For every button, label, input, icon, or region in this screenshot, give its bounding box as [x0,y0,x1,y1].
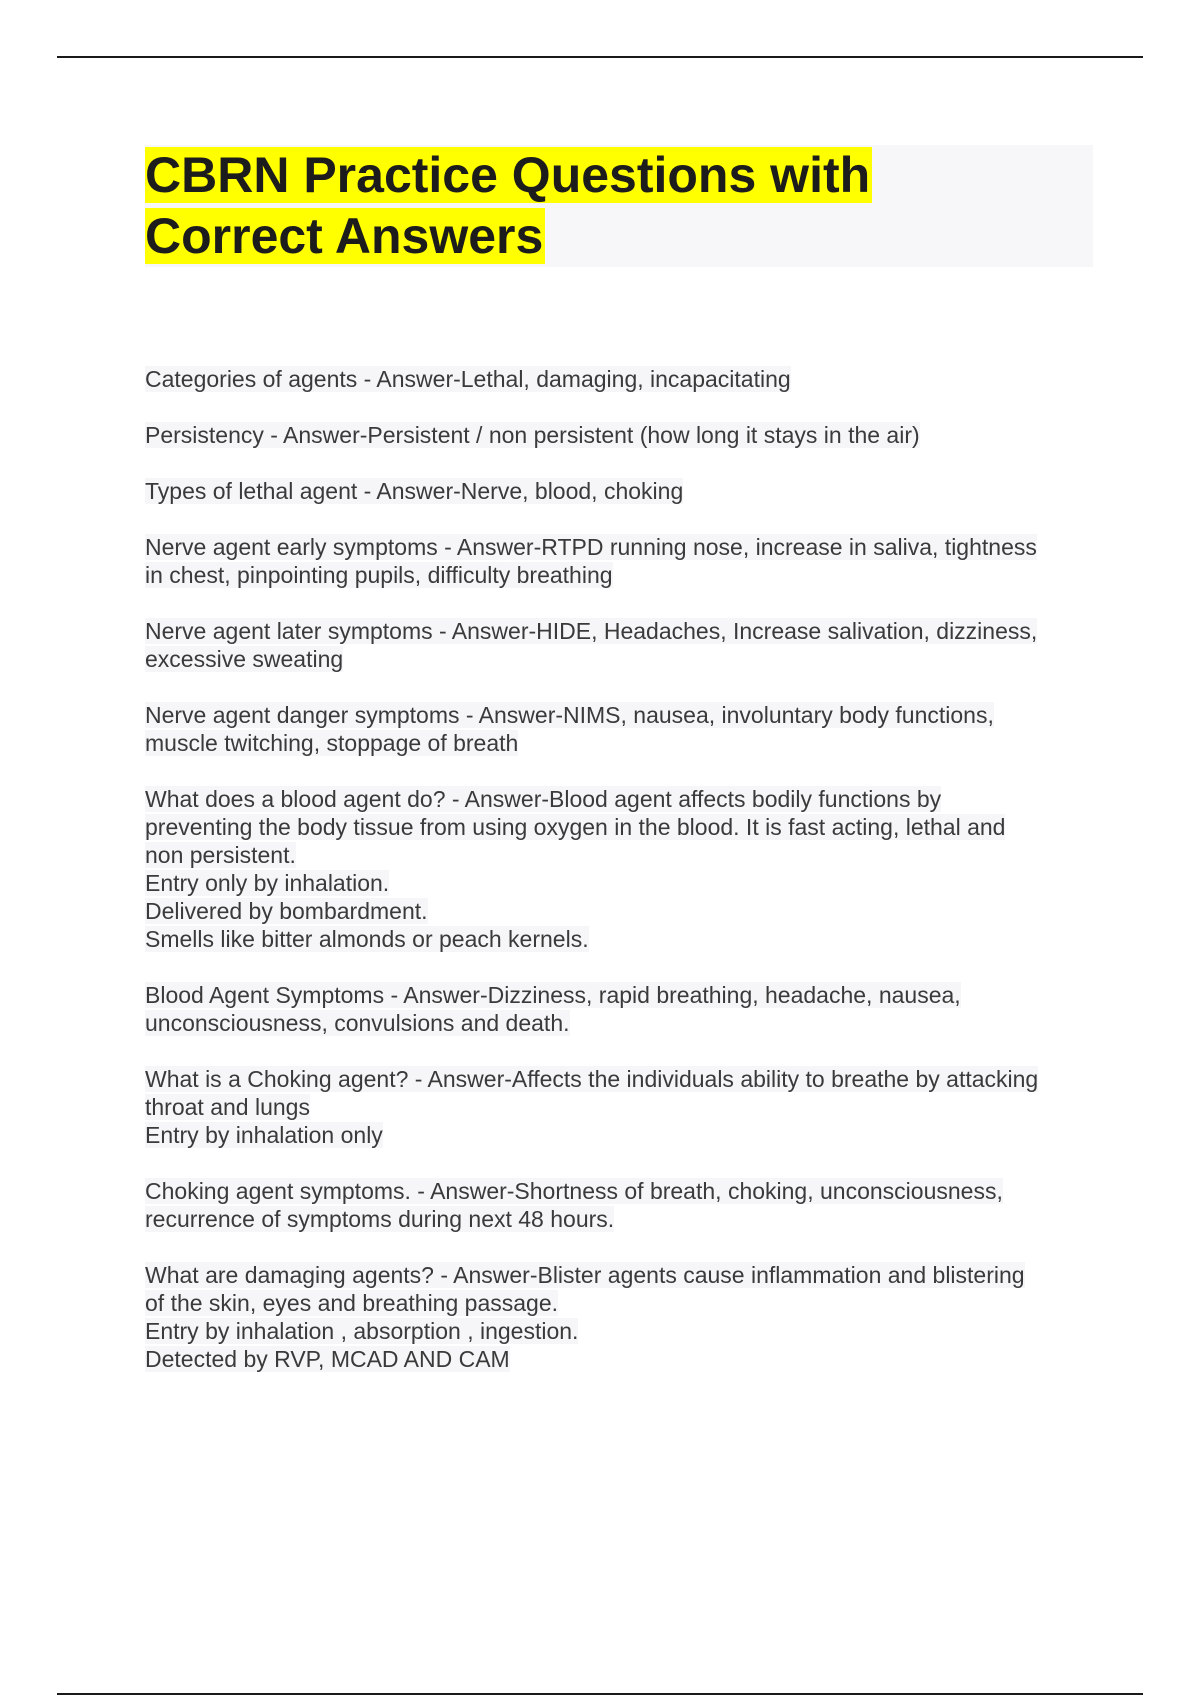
qa-line-text: unconsciousness, convulsions and death. [145,1010,570,1036]
qa-line [145,1009,1095,1037]
qa-line [145,1289,1095,1317]
qa-line [145,1261,1095,1289]
qa-item [145,701,1095,757]
qa-line-text: muscle twitching, stoppage of breath [145,730,519,756]
qa-line-text: of the skin, eyes and breathing passage. [145,1290,559,1316]
qa-line-text: Detected by RVP, MCAD AND CAM [145,1346,510,1372]
qa-line [145,1317,1095,1345]
qa-item [145,365,1095,393]
qa-item [145,421,1095,449]
qa-line-text: Delivered by bombardment. [145,898,428,924]
qa-item [145,477,1095,505]
title-highlight [145,147,872,264]
qa-line-text: Persistency - Answer-Persistent / non persistent (how long it stays in the air) [145,422,920,448]
qa-line [145,785,1095,813]
qa-line [145,645,1095,673]
qa-item [145,1065,1095,1149]
page-bottom-rule [57,1693,1143,1695]
qa-line-text: preventing the body tissue from using oxygen in the blood. It is fast acting, lethal and [145,814,1006,840]
qa-line [145,729,1095,757]
qa-line [145,869,1095,897]
qa-line [145,1345,1095,1373]
title-block [145,145,1093,267]
qa-line [145,421,1095,449]
page-top-rule [57,56,1143,58]
qa-line [145,1065,1095,1093]
qa-line-text: Blood Agent Symptoms - Answer-Dizziness, rapid breathing, headache, nausea, [145,982,961,1008]
question-answer-list [145,365,1095,1401]
qa-item [145,785,1095,953]
qa-line [145,981,1095,1009]
qa-line [145,561,1095,589]
qa-line-text: Nerve agent danger symptoms - Answer-NIMS, nausea, involuntary body functions, [145,702,994,728]
title-line-2: Correct Answers [145,208,544,264]
qa-line [145,617,1095,645]
qa-line-text: Categories of agents - Answer-Lethal, damaging, incapacitating [145,366,791,392]
qa-item [145,1177,1095,1233]
qa-line-text: Nerve agent early symptoms - Answer-RTPD running nose, increase in saliva, tightness [145,534,1037,560]
page-title [145,145,925,267]
qa-line-text: Choking agent symptoms. - Answer-Shortness of breath, choking, unconsciousness, [145,1178,1003,1204]
qa-line-text: in chest, pinpointing pupils, difficulty breathing [145,562,613,588]
qa-line-text: throat and lungs [145,1094,310,1120]
qa-line-text: excessive sweating [145,646,344,672]
qa-line-text: Types of lethal agent - Answer-Nerve, blood, choking [145,478,684,504]
qa-item [145,1261,1095,1373]
qa-item [145,617,1095,673]
qa-line [145,897,1095,925]
qa-line [145,365,1095,393]
qa-line-text: What is a Choking agent? - Answer-Affects the individuals ability to breathe by attacking [145,1066,1039,1092]
qa-line [145,533,1095,561]
qa-line-text: Smells like bitter almonds or peach kernels. [145,926,589,952]
qa-line [145,1093,1095,1121]
title-line-1: CBRN Practice Questions with [145,147,871,203]
qa-item [145,981,1095,1037]
qa-line [145,1205,1095,1233]
qa-line [145,1177,1095,1205]
qa-line [145,477,1095,505]
qa-line [145,925,1095,953]
qa-line-text: recurrence of symptoms during next 48 hours. [145,1206,615,1232]
qa-line [145,841,1095,869]
qa-line-text: Entry only by inhalation. [145,870,390,896]
qa-line-text: Entry by inhalation only [145,1122,383,1148]
qa-item [145,533,1095,589]
qa-line-text: Entry by inhalation , absorption , ingestion. [145,1318,579,1344]
qa-line-text: Nerve agent later symptoms - Answer-HIDE, Headaches, Increase salivation, dizziness, [145,618,1038,644]
qa-line [145,813,1095,841]
qa-line-text: non persistent. [145,842,296,868]
qa-line-text: What does a blood agent do? - Answer-Blood agent affects bodily functions by [145,786,942,812]
qa-line [145,1121,1095,1149]
qa-line [145,701,1095,729]
qa-line-text: What are damaging agents? - Answer-Blister agents cause inflammation and blistering [145,1262,1025,1288]
